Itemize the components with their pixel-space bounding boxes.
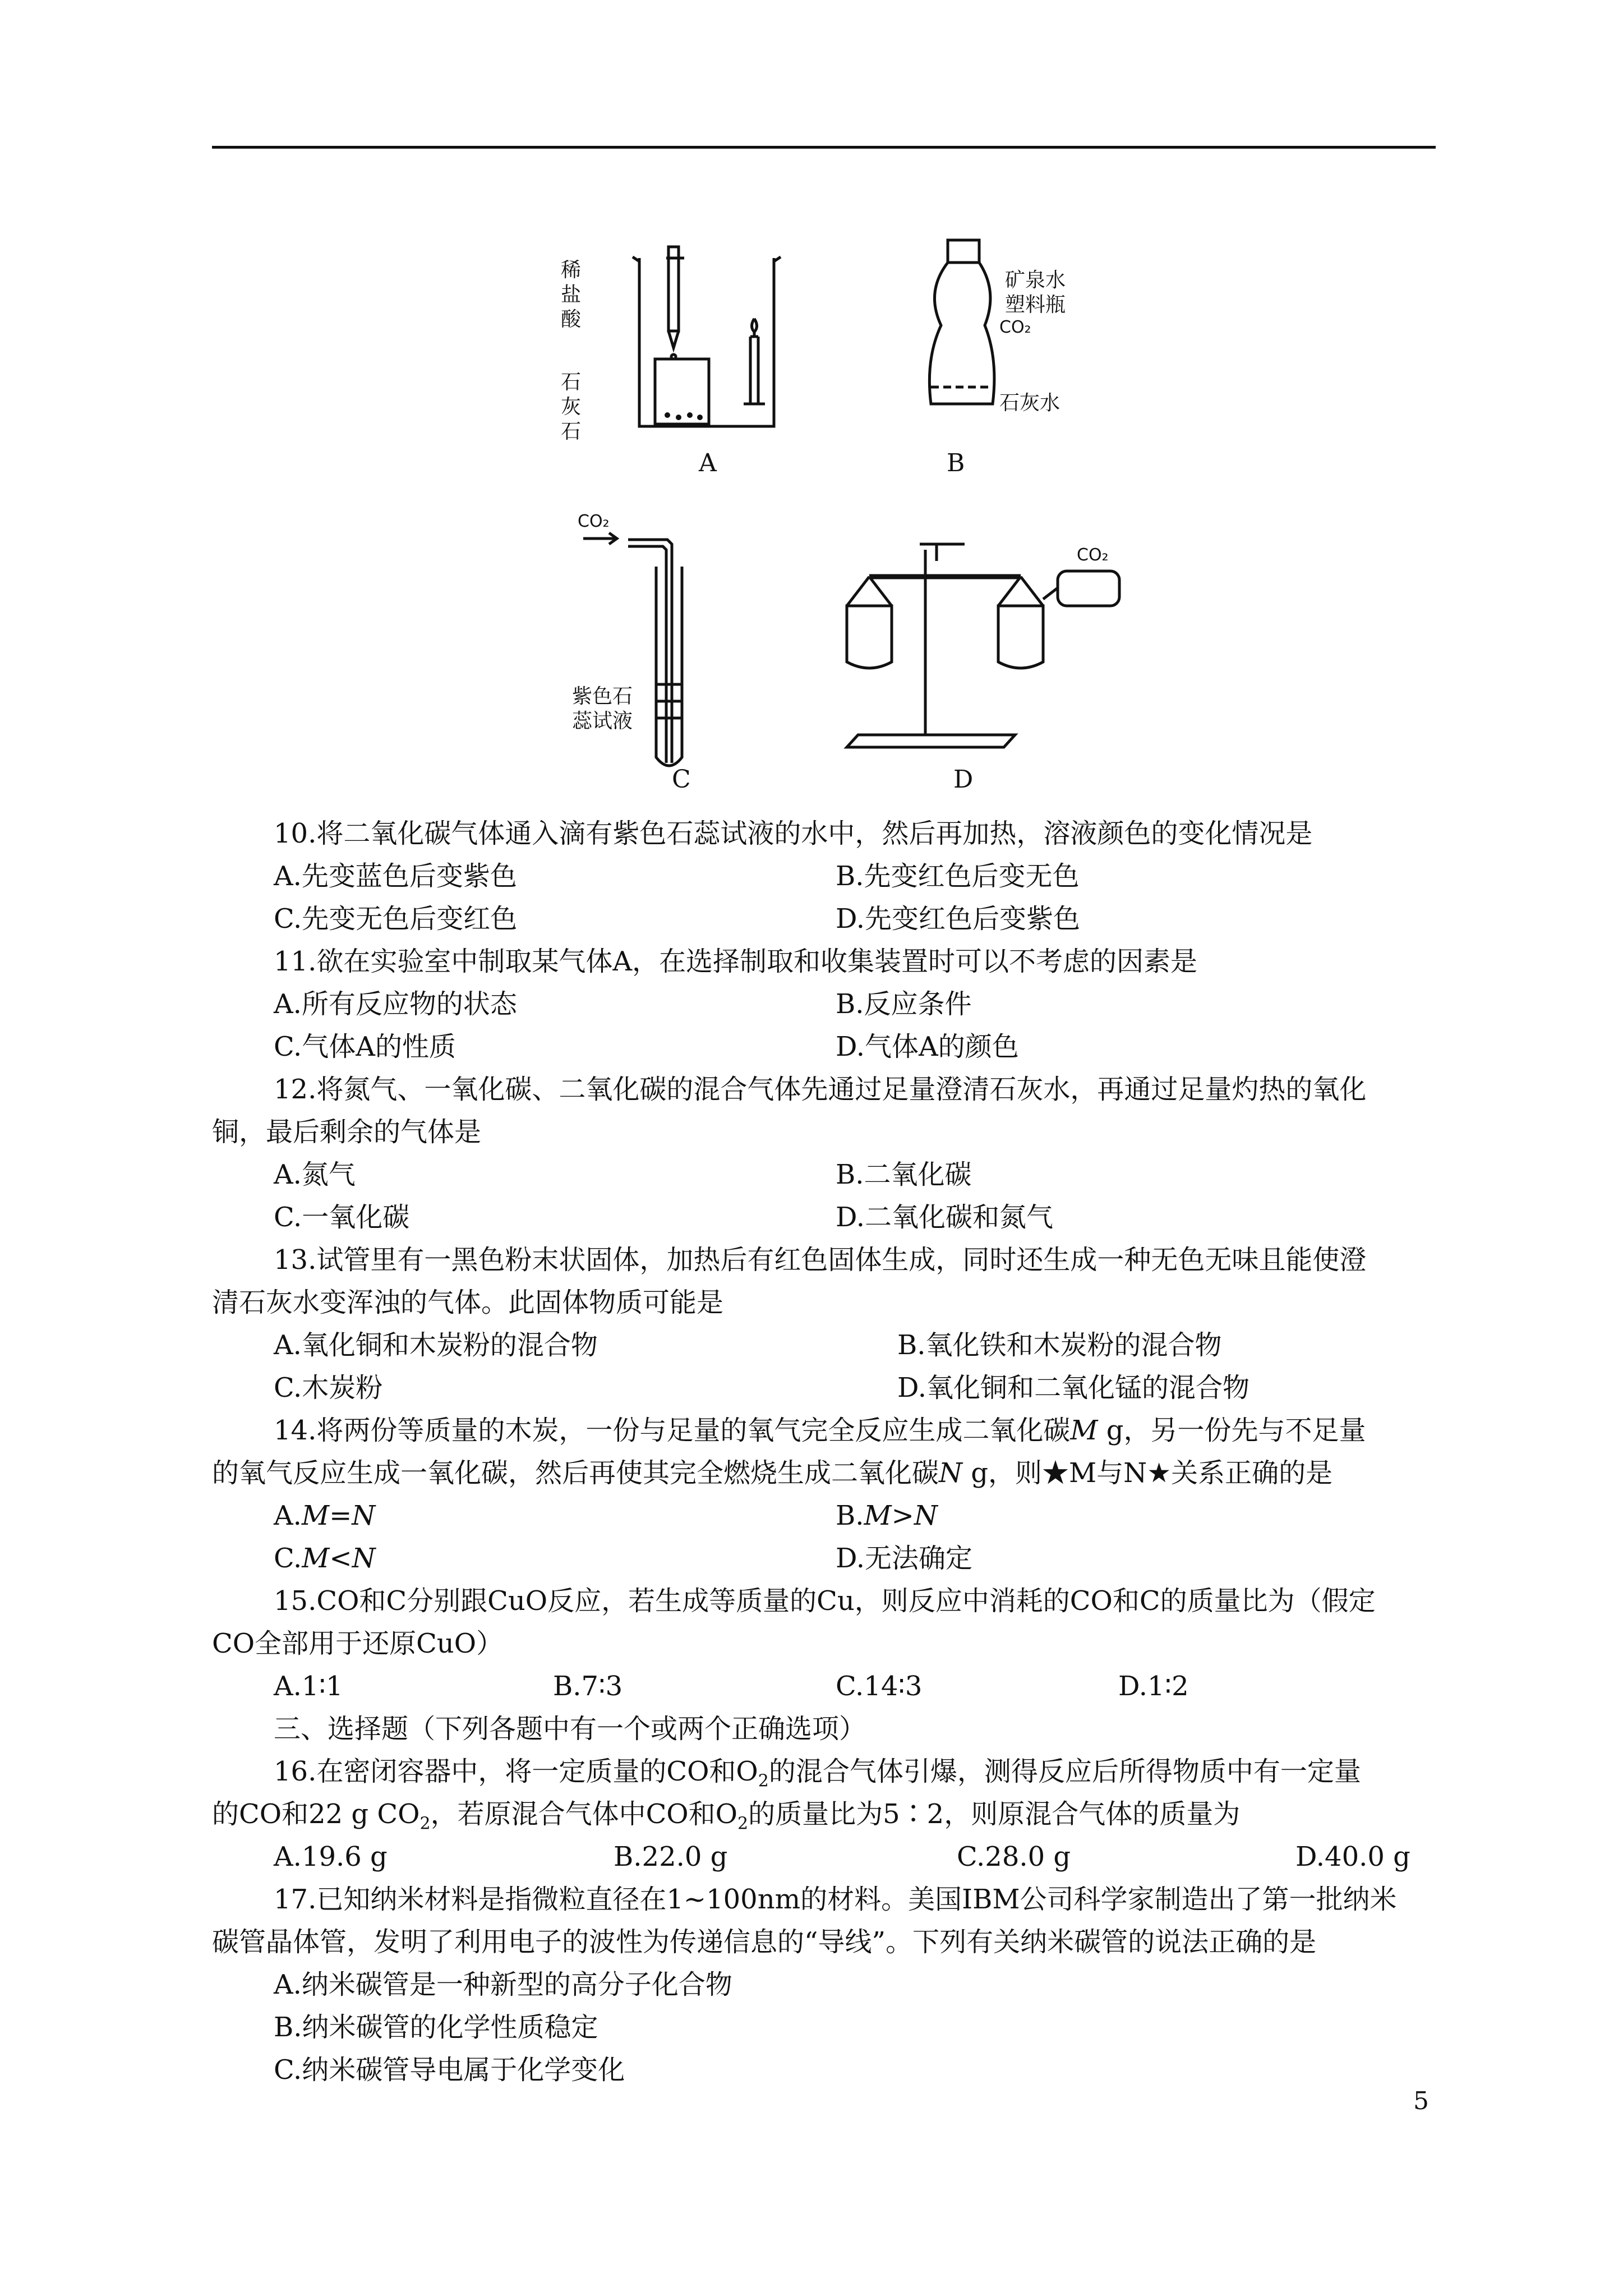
header-rule xyxy=(212,146,1436,149)
figure-c-liquid-label: 紫色石 蕊试液 xyxy=(572,685,633,733)
q10-option-d: D.先变红色后变紫色 xyxy=(836,903,1081,935)
q16-option-a: A.19.6 g xyxy=(274,1841,388,1872)
figure-c-test-tube xyxy=(572,516,740,774)
q13-stem-line2: 清石灰水变浑浊的气体。此固体物质可能是 xyxy=(212,1287,724,1318)
q15-stem-line1: 15.CO和C分别跟CuO反应，若生成等质量的Cu，则反应中消耗的CO和C的质量比为（假定 xyxy=(274,1585,1376,1617)
q15-option-c: C.14∶3 xyxy=(836,1671,923,1702)
q13-option-a: A.氧化铜和木炭粉的混合物 xyxy=(274,1329,598,1361)
figure-b-bottle-label: 矿泉水 塑料瓶 xyxy=(1005,269,1066,316)
q12-stem-line1: 12.将氮气、一氧化碳、二氧化碳的混合气体先通过足量澄清石灰水，再通过足量灼热的氧化 xyxy=(274,1074,1367,1105)
q17-option-c: C.纳米碳管导电属于化学变化 xyxy=(274,2054,625,2086)
q14-stem-line2: 的氧气反应生成一氧化碳，然后再使其完全燃烧生成二氧化碳N g，则★M与N★关系正确的是 xyxy=(212,1457,1333,1489)
q12-option-d: D.二氧化碳和氮气 xyxy=(836,1202,1054,1233)
q16-option-c: C.28.0 g xyxy=(957,1841,1071,1872)
q13-option-d: D.氧化铜和二氧化锰的混合物 xyxy=(897,1372,1250,1404)
q16-stem-line1: 16.在密闭容器中，将一定质量的CO和$O_2$的混合气体引爆，测得反应后所得物质中有一定量 xyxy=(274,1756,1361,1791)
figure-b-gas-label: CO₂ xyxy=(999,318,1031,337)
q15-option-a: A.1∶1 xyxy=(274,1671,343,1702)
q16-option-d: D.40.0 g xyxy=(1295,1841,1410,1872)
q17-stem-line2: 碳管晶体管，发明了利用电子的波性为传递信息的“导线”。下列有关纳米碳管的说法正确的是 xyxy=(212,1926,1317,1958)
q11-option-b: B.反应条件 xyxy=(836,988,972,1020)
q10-stem: 10.将二氧化碳气体通入滴有紫色石蕊试液的水中，然后再加热，溶液颜色的变化情况是 xyxy=(274,818,1313,849)
q12-stem-line2: 铜，最后剩余的气体是 xyxy=(212,1116,482,1148)
q12-option-a: A.氮气 xyxy=(274,1159,356,1190)
q14-option-a: A.M=N xyxy=(274,1500,376,1531)
q13-option-c: C.木炭粉 xyxy=(274,1372,383,1404)
page-number: 5 xyxy=(1413,2087,1429,2115)
q16-stem-line2: 的CO和22 g $CO_2$，若原混合气体中CO和$O_2$的质量比为5∶2，则原混合气体的质量为 xyxy=(212,1798,1241,1834)
q14-stem-line1: 14.将两份等质量的木炭，一份与足量的氧气完全反应生成二氧化碳M g，另一份先与不足量 xyxy=(274,1415,1366,1446)
figure-d-gas-label: CO₂ xyxy=(1077,545,1109,565)
q10-option-c: C.先变无色后变红色 xyxy=(274,903,518,935)
q15-stem-line2: CO全部用于还原CuO） xyxy=(212,1628,504,1659)
q14-option-c: C.M<N xyxy=(274,1543,376,1574)
q15-option-b: B.7∶3 xyxy=(553,1671,623,1702)
q15-option-d: D.1∶2 xyxy=(1118,1671,1189,1702)
section-3-heading: 三、选择题（下列各题中有一个或两个正确选项） xyxy=(274,1713,866,1745)
q17-stem-line1: 17.已知纳米材料是指微粒直径在1~100nm的材料。美国IBM公司科学家制造出了第一批纳米 xyxy=(274,1884,1397,1915)
figure-c-gas-label: CO₂ xyxy=(578,512,610,531)
q11-option-c: C.气体A的性质 xyxy=(274,1031,456,1062)
q11-option-d: D.气体A的颜色 xyxy=(836,1031,1019,1062)
q12-option-b: B.二氧化碳 xyxy=(836,1159,972,1190)
q11-option-a: A.所有反应物的状态 xyxy=(274,988,517,1020)
figure-d-label: D xyxy=(953,765,974,794)
q14-option-b: B.M>N xyxy=(836,1500,938,1531)
figure-a-label: A xyxy=(699,449,717,477)
q12-option-c: C.一氧化碳 xyxy=(274,1202,410,1233)
figure-b-liquid-label: 石灰水 xyxy=(999,392,1061,415)
q13-stem-line1: 13.试管里有一黑色粉末状固体，加热后有红色固体生成，同时还生成一种无色无味且能使澄 xyxy=(274,1244,1367,1276)
figure-b-label: B xyxy=(947,449,965,477)
q14-option-d: D.无法确定 xyxy=(836,1543,973,1574)
q16-option-b: B.22.0 g xyxy=(614,1841,728,1872)
q17-option-a: A.纳米碳管是一种新型的高分子化合物 xyxy=(274,1969,732,2000)
figure-a-beaker xyxy=(606,224,796,438)
q10-option-b: B.先变红色后变无色 xyxy=(836,861,1080,892)
figure-b-bottle xyxy=(914,236,1009,409)
q17-option-b: B.纳米碳管的化学性质稳定 xyxy=(274,2012,598,2043)
figure-a-limestone-label: 石 灰 石 xyxy=(561,371,582,443)
q10-option-a: A.先变蓝色后变紫色 xyxy=(274,861,517,892)
q13-option-b: B.氧化铁和木炭粉的混合物 xyxy=(897,1329,1222,1361)
figure-a-acid-label: 稀 盐 酸 xyxy=(561,259,582,331)
q11-stem: 11.欲在实验室中制取某气体A，在选择制取和收集装置时可以不考虑的因素是 xyxy=(274,946,1198,977)
figure-c-label: C xyxy=(672,765,691,794)
